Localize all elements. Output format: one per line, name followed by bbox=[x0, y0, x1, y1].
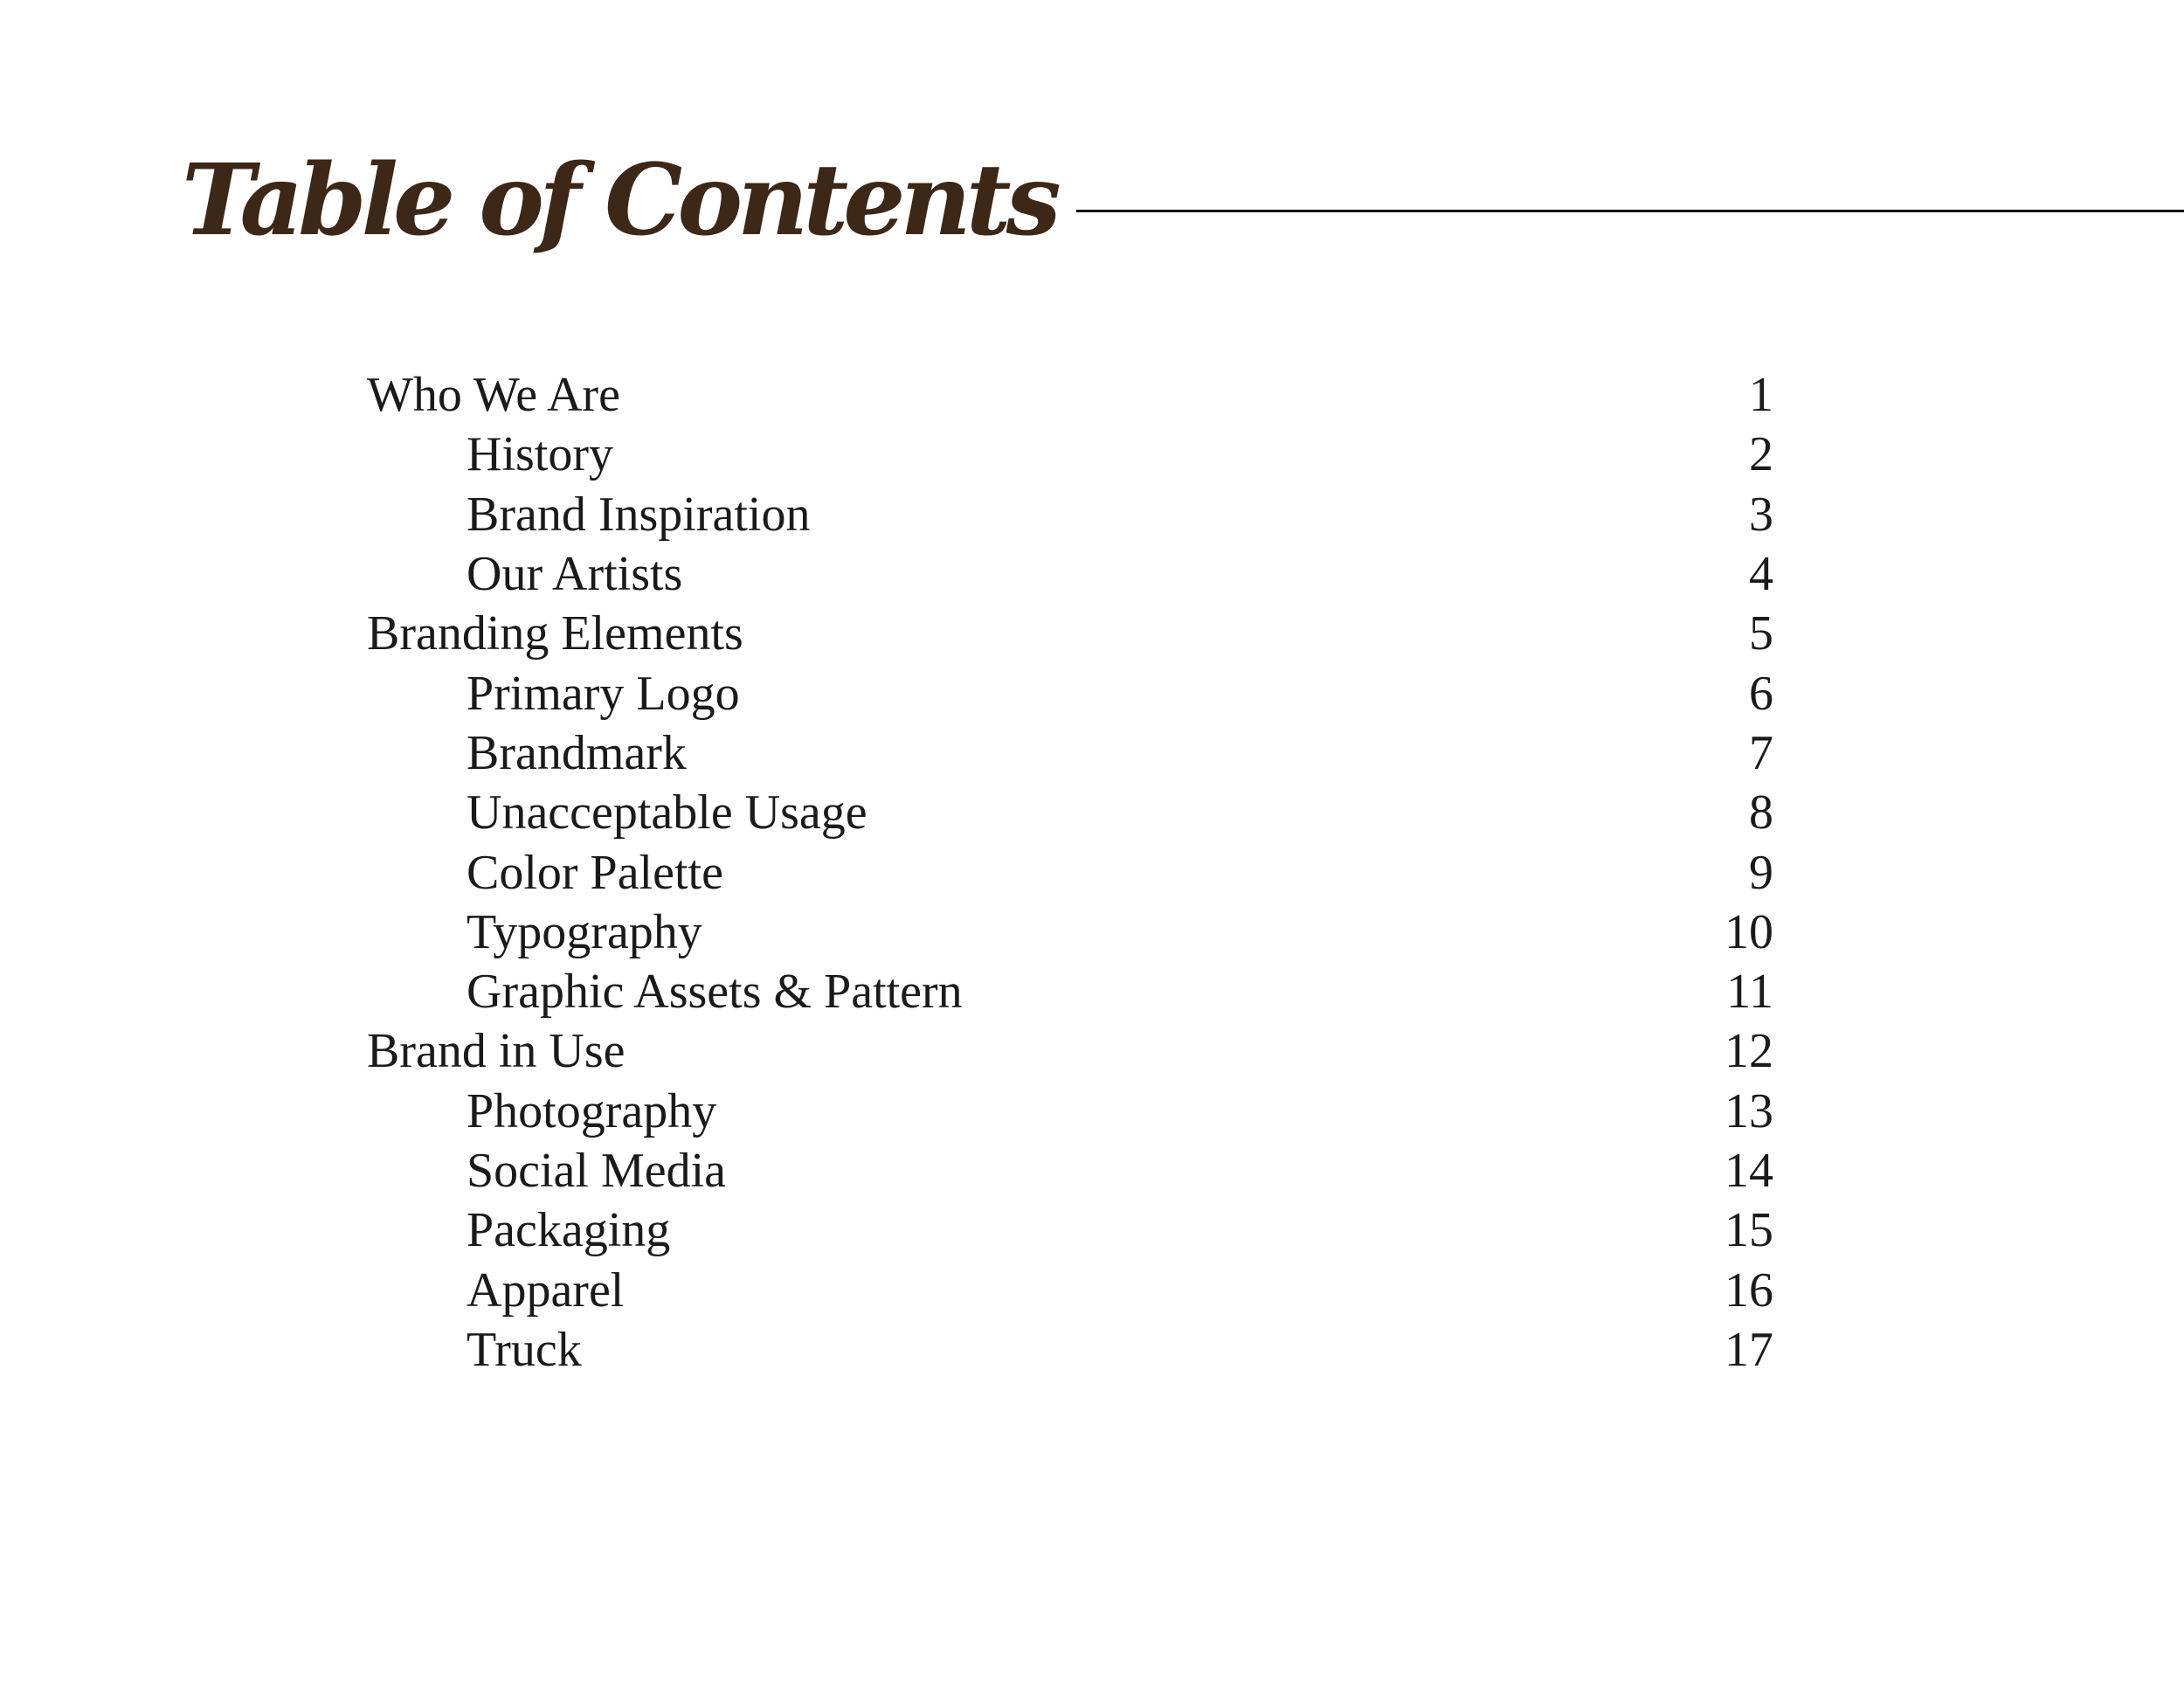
toc-entry[interactable] bbox=[367, 903, 1773, 962]
toc-entry-page: 16 bbox=[1724, 1263, 1773, 1318]
toc-entry-label: Graphic Assets & Pattern bbox=[467, 965, 963, 1020]
toc-entry-page: 14 bbox=[1724, 1144, 1773, 1198]
toc-entry-label: Packaging bbox=[467, 1203, 671, 1258]
toc-entry-label: Social Media bbox=[467, 1144, 727, 1198]
toc-entry[interactable] bbox=[367, 1200, 1773, 1260]
toc-entry-page: 9 bbox=[1749, 845, 1773, 900]
toc-entry-label: Unacceptable Usage bbox=[467, 785, 867, 841]
toc-entry-page: 12 bbox=[1724, 1024, 1773, 1079]
toc-entry-label: Brand Inspiration bbox=[467, 487, 811, 542]
toc-entry-label: Branding Elements bbox=[367, 606, 743, 661]
toc-entry-page: 13 bbox=[1724, 1083, 1773, 1138]
toc-entry-label: Photography bbox=[467, 1083, 717, 1138]
toc-entry-page: 1 bbox=[1749, 368, 1773, 423]
toc-entry[interactable] bbox=[367, 485, 1773, 544]
toc-entry[interactable] bbox=[367, 1082, 1773, 1141]
toc-entry-page: 3 bbox=[1749, 487, 1773, 542]
toc-entry-label: Truck bbox=[467, 1322, 582, 1377]
toc-entry-page: 4 bbox=[1749, 547, 1773, 602]
toc-entry-page: 5 bbox=[1749, 606, 1773, 661]
toc-entry[interactable] bbox=[367, 544, 1773, 604]
toc-entry[interactable] bbox=[367, 962, 1773, 1021]
toc-entry-page: 17 bbox=[1724, 1322, 1773, 1377]
toc-entry-page: 8 bbox=[1749, 785, 1773, 841]
toc-entry-page: 6 bbox=[1749, 666, 1773, 721]
toc-entry-page: 15 bbox=[1724, 1203, 1773, 1258]
title-rule bbox=[1076, 210, 2184, 212]
toc-entry-label: Primary Logo bbox=[467, 666, 740, 721]
toc-entry-label: Color Palette bbox=[467, 845, 723, 900]
toc-entry[interactable] bbox=[367, 842, 1773, 902]
page-title: Table of Contents bbox=[182, 143, 1056, 258]
toc-entry-page: 2 bbox=[1749, 427, 1773, 482]
toc-entry-label: Who We Are bbox=[367, 368, 620, 423]
table-of-contents bbox=[367, 365, 1773, 1380]
toc-entry-label: Apparel bbox=[467, 1263, 625, 1318]
toc-entry-label: Our Artists bbox=[467, 547, 683, 602]
toc-entry[interactable] bbox=[367, 365, 1773, 425]
toc-entry-label: Typography bbox=[467, 904, 702, 959]
toc-entry[interactable] bbox=[367, 1141, 1773, 1200]
toc-entry[interactable] bbox=[367, 425, 1773, 484]
toc-entry-page: 11 bbox=[1726, 965, 1773, 1020]
toc-entry[interactable] bbox=[367, 663, 1773, 723]
toc-entry-page: 10 bbox=[1724, 904, 1773, 959]
toc-entry[interactable] bbox=[367, 604, 1773, 663]
toc-entry[interactable] bbox=[367, 1320, 1773, 1380]
toc-entry[interactable] bbox=[367, 1260, 1773, 1319]
toc-entry-label: Brand in Use bbox=[367, 1024, 625, 1079]
toc-entry[interactable] bbox=[367, 723, 1773, 783]
toc-entry-label: History bbox=[467, 427, 613, 482]
toc-entry[interactable] bbox=[367, 783, 1773, 842]
toc-entry-label: Brandmark bbox=[467, 725, 687, 780]
toc-entry[interactable] bbox=[367, 1021, 1773, 1081]
toc-entry-page: 7 bbox=[1749, 725, 1773, 780]
